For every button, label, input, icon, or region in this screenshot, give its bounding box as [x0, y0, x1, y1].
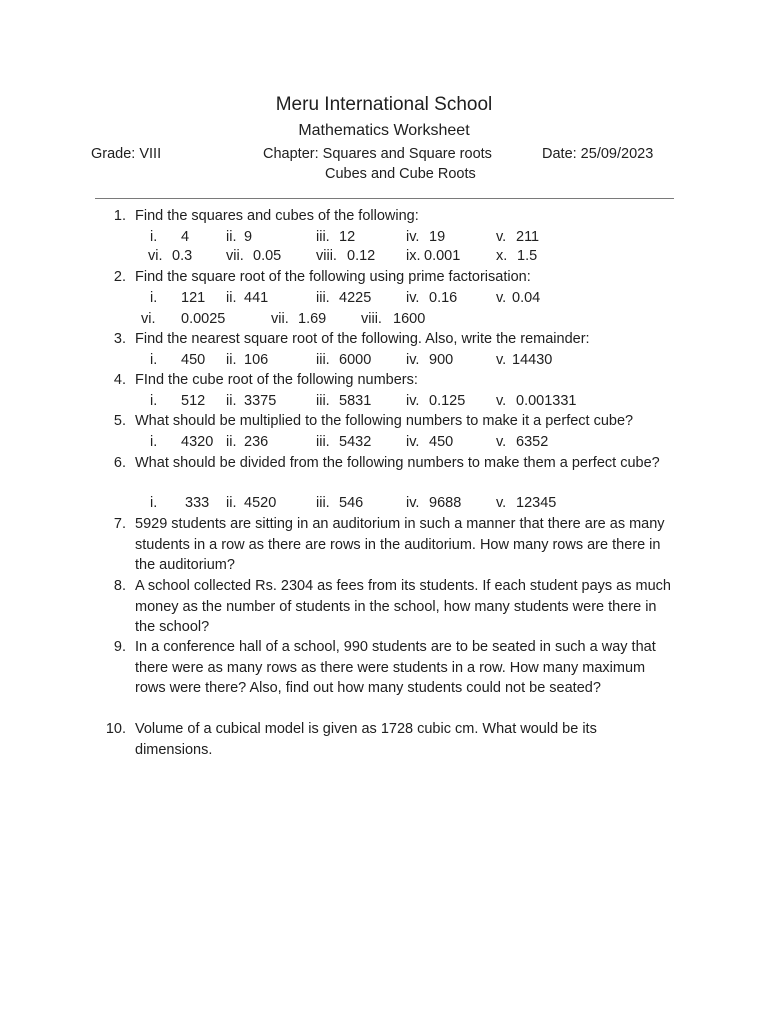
option-value: 441 — [244, 290, 269, 306]
option-value: 1600 — [393, 311, 426, 327]
grade-label: Grade: VIII — [91, 146, 162, 162]
option-numeral: iv. — [406, 434, 420, 450]
option-numeral: ii. — [226, 290, 237, 306]
question-text: Volume of a cubical model is given as 1728 cubic cm. What would be its dimensions. — [135, 721, 597, 758]
option-numeral: x. — [496, 248, 508, 264]
chapter-subtitle: Cubes and Cube Roots — [325, 166, 476, 182]
option-numeral: iv. — [406, 229, 420, 245]
option-numeral: i. — [150, 434, 158, 450]
question-text: What should be divided from the following numbers to make them a perfect cube? — [135, 455, 660, 471]
option-value: 0.125 — [429, 393, 466, 409]
option-numeral: vii. — [271, 311, 289, 327]
school-name: Meru International School — [275, 94, 493, 115]
option-value: 0.0025 — [181, 311, 226, 327]
option-value: 900 — [429, 352, 454, 368]
question-number: 9. — [113, 639, 126, 655]
option-numeral: ii. — [226, 434, 237, 450]
option-numeral: viii. — [316, 248, 337, 264]
option-value: 12345 — [516, 495, 557, 511]
option-numeral: iv. — [406, 393, 420, 409]
answer-options-row — [0, 493, 768, 514]
option-value: 121 — [181, 290, 206, 306]
option-numeral: iii. — [316, 229, 330, 245]
option-numeral: ix. — [406, 248, 421, 264]
question-number: 6. — [113, 455, 126, 471]
option-numeral: i. — [150, 495, 158, 511]
option-value: 106 — [244, 352, 269, 368]
option-value: 1.5 — [517, 248, 538, 264]
option-numeral: ii. — [226, 229, 237, 245]
option-numeral: vi. — [141, 311, 156, 327]
option-numeral: iii. — [316, 290, 330, 306]
answer-options-row — [0, 288, 768, 309]
question-text: Find the nearest square root of the following. Also, write the remainder: — [135, 331, 590, 347]
option-value: 211 — [516, 229, 540, 245]
question-text: A school collected Rs. 2304 as fees from its students. If each student pays as much money as the number of students in the school, how many students were there in the school? — [135, 578, 671, 636]
question-number: 3. — [113, 331, 126, 347]
option-numeral: iv. — [406, 352, 420, 368]
option-numeral: i. — [150, 290, 158, 306]
option-value: 0.3 — [172, 248, 193, 264]
option-value: 0.04 — [512, 290, 541, 306]
option-value: 512 — [181, 393, 206, 409]
option-numeral: i. — [150, 352, 158, 368]
option-value: 0.001 — [424, 248, 461, 264]
option-numeral: iii. — [316, 352, 330, 368]
question-text: What should be multiplied to the following numbers to make it a perfect cube? — [135, 413, 634, 429]
option-value: 9688 — [429, 495, 462, 511]
answer-options-row — [0, 432, 768, 453]
option-value: 4520 — [244, 495, 277, 511]
answer-options-row — [0, 246, 768, 267]
option-numeral: iii. — [316, 495, 330, 511]
option-value: 9 — [244, 229, 253, 245]
option-value: 450 — [181, 352, 206, 368]
option-value: 5831 — [339, 393, 372, 409]
option-value: 0.12 — [347, 248, 376, 264]
header-divider — [95, 198, 674, 199]
option-numeral: ii. — [226, 495, 237, 511]
question-text: Find the squares and cubes of the following: — [135, 208, 419, 224]
answer-options-row — [0, 350, 768, 371]
option-numeral: v. — [496, 495, 507, 511]
answer-options-row — [0, 309, 768, 330]
question-text: In a conference hall of a school, 990 students are to be seated in such a way that there were as many rows as there were students in a row. How many maximum rows were there? Also, find out how many students could not be seated? — [135, 639, 656, 697]
date-label: Date: 25/09/2023 — [542, 146, 654, 162]
option-numeral: iv. — [406, 290, 420, 306]
option-value: 6352 — [516, 434, 549, 450]
worksheet-title: Mathematics Worksheet — [298, 122, 470, 139]
question-number: 7. — [113, 516, 126, 532]
option-value: 12 — [339, 229, 356, 245]
answer-options-row — [0, 227, 768, 248]
chapter-label: Chapter: Squares and Square roots — [263, 146, 492, 162]
question-text: Find the square root of the following using prime factorisation: — [135, 269, 531, 285]
option-numeral: i. — [150, 229, 158, 245]
option-value: 236 — [244, 434, 269, 450]
option-value: 0.16 — [429, 290, 458, 306]
option-value: 3375 — [244, 393, 277, 409]
option-value: 14430 — [512, 352, 553, 368]
question-number: 5. — [113, 413, 126, 429]
option-value: 1.69 — [298, 311, 327, 327]
option-numeral: v. — [496, 352, 507, 368]
option-numeral: v. — [496, 290, 507, 306]
option-numeral: iii. — [316, 434, 330, 450]
option-numeral: iv. — [406, 495, 420, 511]
question-text: 5929 students are sitting in an auditorium in such a manner that there are as many students in a row as there are rows in the auditorium. How many rows are there in the auditorium? — [135, 516, 665, 574]
question-number: 1. — [113, 208, 126, 224]
option-value: 0.05 — [253, 248, 282, 264]
option-numeral: vii. — [226, 248, 244, 264]
option-value: 4225 — [339, 290, 372, 306]
question-number: 8. — [113, 578, 126, 594]
option-numeral: ii. — [226, 352, 237, 368]
option-value: 19 — [429, 229, 446, 245]
option-value: 4320 — [181, 434, 214, 450]
option-numeral: iii. — [316, 393, 330, 409]
option-value: 333 — [185, 495, 210, 511]
option-value: 450 — [429, 434, 454, 450]
option-value: 546 — [339, 495, 364, 511]
option-numeral: viii. — [361, 311, 382, 327]
option-numeral: v. — [496, 434, 507, 450]
option-numeral: v. — [496, 229, 507, 245]
answer-options-row — [0, 391, 768, 412]
option-value: 4 — [181, 229, 190, 245]
option-value: 6000 — [339, 352, 372, 368]
option-numeral: v. — [496, 393, 507, 409]
option-numeral: vi. — [148, 248, 163, 264]
option-value: 0.001331 — [516, 393, 577, 409]
question-number: 2. — [113, 269, 126, 285]
option-numeral: ii. — [226, 393, 237, 409]
option-value: 5432 — [339, 434, 372, 450]
question-text: FInd the cube root of the following numbers: — [135, 372, 418, 388]
option-numeral: i. — [150, 393, 158, 409]
question-number: 10. — [105, 721, 126, 737]
question-number: 4. — [113, 372, 126, 388]
